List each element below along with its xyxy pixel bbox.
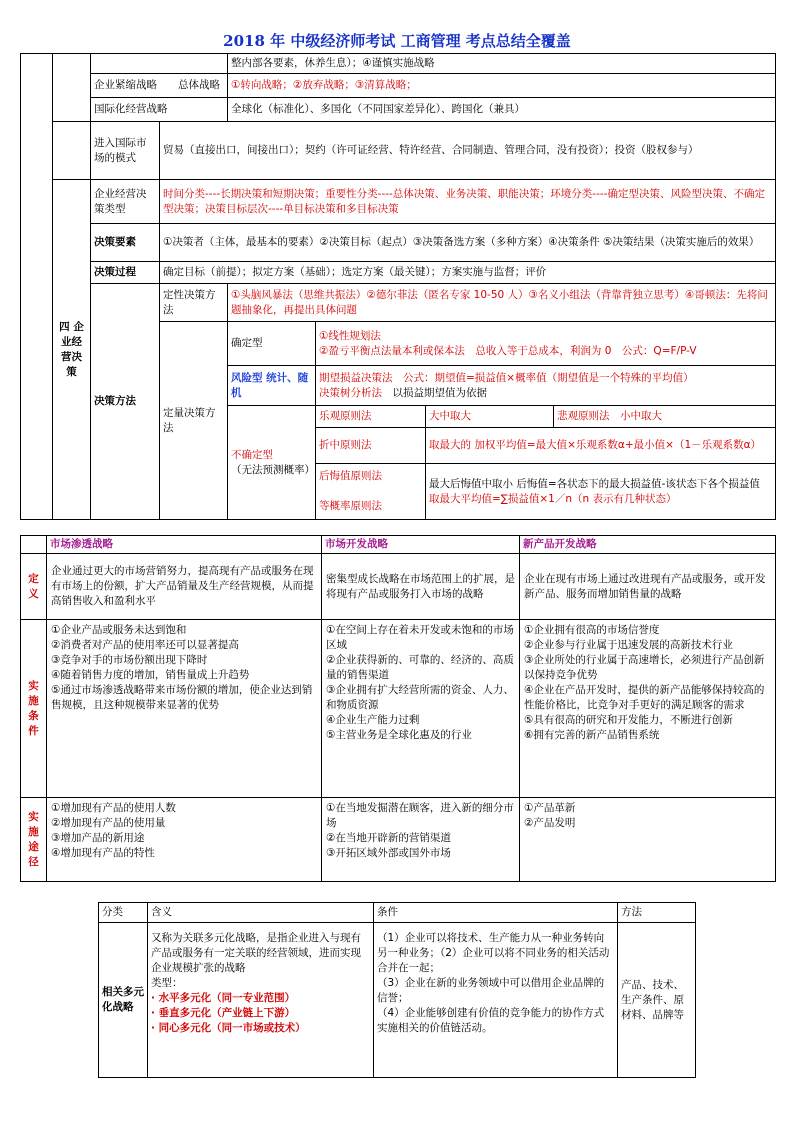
list-item: ④企业在产品开发时，提供的新产品能够保持较高的性能价格比，比竞争对手更好的满足顾客的需求 (524, 684, 765, 711)
list-item: ①增加现有产品的使用人数 (51, 802, 176, 814)
qualitative-label: 定性决策方法 (160, 284, 228, 322)
list-item: （1）企业可以将技术、生产能力从一种业务转向另一种业务；（2）企业可以将不同业务的相关活动合并在一起； (377, 932, 610, 974)
row-definition-label: 定义 (21, 554, 47, 620)
strategy-decision-table (20, 53, 776, 520)
blank-label (91, 54, 228, 74)
path-new-product (520, 798, 776, 882)
certain-content (316, 322, 776, 366)
list-item: ③竞争对手的市场份额出现下降时 (51, 654, 208, 666)
category-cell: 相关多元化战略 (99, 923, 148, 1078)
row-approach-label: 实施途径 (21, 798, 47, 882)
header-new-product: 新产品开发战略 (520, 536, 776, 554)
list-item: ⑤具有很高的研究和开发能力，不断进行创新 (524, 714, 733, 726)
list-item: ②企业获得新的、可靠的、经济的、高质量的销售渠道 (326, 654, 514, 681)
risk-label: 风险型 统计、随机 (228, 366, 316, 406)
cond-penetration (47, 620, 322, 798)
row-conditions-label: 实施条件 (21, 620, 47, 798)
retreat-cont: 整内部各要素，休养生息）；④谨慎实施战略 (228, 54, 776, 74)
meaning-cell (148, 923, 374, 1078)
list-item: ③企业所处的行业属于高速增长，必须进行产品创新以保持竞争优势 (524, 654, 765, 681)
list-item: ①在当地发掘潜在顾客，进入新的细分市场 (326, 802, 514, 829)
col-condition: 条件 (374, 903, 618, 923)
list-item: ②在当地开辟新的营销渠道 (326, 832, 451, 844)
list-item: ④增加现有产品的特性 (51, 847, 155, 859)
cond-new-product (520, 620, 776, 798)
optimistic-label: 乐观原则法 (316, 406, 426, 428)
def-new-product: 企业在现有市场上通过改进现有产品或服务，或开发新产品、服务而增加销售量的战略 (520, 554, 776, 620)
entry-mode-label: 进入国际市场的模式 (91, 122, 160, 180)
pessimistic-rule: 悲观原则法 小中取大 (554, 406, 776, 428)
list-item: ①在空间上存在着未开发或未饱和的市场区域 (326, 624, 514, 651)
list-item: ②增加现有产品的使用量 (51, 817, 166, 829)
breakeven: ②盈亏平衡点法量本利或保本法 总收入等于总成本，利润为 0 公式：Q=F/P-V (319, 344, 697, 357)
list-item: ④企业生产能力过剩 (326, 714, 420, 726)
compromise-label: 折中原则法 (316, 428, 426, 464)
header-development: 市场开发战略 (322, 536, 520, 554)
contraction-content: ①转向战略；②放弃战略；③清算战略； (228, 74, 776, 98)
list-item: ③企业拥有扩大经营所需的资金、人力、和物质资源 (326, 684, 514, 711)
blank-cell (53, 54, 91, 122)
qualitative-content: ①头脑风暴法（思维共振法）②德尔菲法（匿名专家 10-50 人）③名义小组法（背靠背独立思考）④哥顿法：先将问题抽象化，再提出具体问题 (228, 284, 776, 322)
decision-type-label: 企业经营决策类型 (91, 180, 160, 224)
uncertain-label: 不确定型 （无法预测概率） (228, 406, 316, 520)
intl-label: 国际化经营战略 (91, 98, 228, 122)
linear-programming: ①线性规划法 (319, 329, 381, 342)
path-penetration (47, 798, 322, 882)
cond-development (322, 620, 520, 798)
compromise-content: 取最大的 加权平均值=最大值×乐观系数α+最小值×（1－乐观系数α） (426, 428, 776, 464)
list-item: ①企业产品或服务未达到饱和 (51, 624, 187, 636)
corner (21, 536, 47, 554)
intl-content: 全球化（标准化）、多国化（不同国家差异化）、跨国化（兼具） (228, 98, 776, 122)
list-item: ⑤通过市场渗透战略带来市场份额的增加，使企业达到销售规模，且这种规模带来显著的优势 (51, 684, 313, 711)
col-meaning: 含义 (148, 903, 374, 923)
list-item: · 水平多元化（同一专业范围） (151, 992, 296, 1004)
list-item: · 同心多元化（同一市场或技术） (151, 1022, 306, 1034)
decision-elements-content: ①决策者（主体，最基本的要素）②决策目标（起点）③决策备选方案（多种方案）④决策条件 ⑤决策结果（决策实施后的效果） (160, 224, 776, 262)
condition-cell (374, 923, 618, 1078)
list-item: ②企业参与行业属于迅速发展的高新技术行业 (524, 639, 733, 651)
section-four: 四 企业经营决策 (53, 180, 91, 520)
expected-value: 期望损益决策法 公式：期望值=损益值×概率值（期望值是一个特殊的平均值） (319, 371, 694, 384)
left-margin-cell (21, 54, 53, 520)
list-item: ④随着销售力度的增加，销售量成上升趋势 (51, 669, 250, 681)
col-category: 分类 (99, 903, 148, 923)
decision-process-label: 决策过程 (91, 262, 160, 284)
meaning-text: 又称为关联多元化战略，是指企业进入与现有产品或服务有一定关联的经营领域，进而实现企业规模扩张的战略 (151, 932, 361, 974)
list-item: · 垂直多元化（产业链上下游） (151, 1007, 296, 1019)
list-item: ②产品发明 (524, 817, 576, 829)
certain-label: 确定型 (228, 322, 316, 366)
col-method: 方法 (618, 903, 696, 923)
list-item: （3）企业在新的业务领域中可以借用企业品牌的信誉； (377, 977, 605, 1004)
def-penetration: 企业通过更大的市场营销努力，提高现有产品或服务在现有市场上的份额，扩大产品销量及生产经营规模，从而提高销售收入和盈利水平 (47, 554, 322, 620)
risk-content (316, 366, 776, 406)
decision-tree: 决策树分析法 以损益期望值为依据 (319, 386, 487, 399)
list-item: ③开拓区域外部或国外市场 (326, 847, 451, 859)
quantitative-label: 定量决策方法 (160, 322, 228, 520)
decision-process-content: 确定目标（前提）；拟定方案（基础）；选定方案（最关键）；方案实施与监督；评价 (160, 262, 776, 284)
diversification-table (98, 902, 696, 1078)
def-development: 密集型成长战略在市场范围上的扩展，是将现有产品或服务打入市场的战略 (322, 554, 520, 620)
decision-type-content: 时间分类----长期决策和短期决策；重要性分类----总体决策、业务决策、职能决策；环境分类----确定型决策、风险型决策、不确定型决策；决策目标层次----单目标决策和多目标决策 (160, 180, 776, 224)
header-penetration: 市场渗透战略 (47, 536, 322, 554)
list-item: （4）企业能够创建有价值的竞争能力的协作方式实施相关的价值链活动。 (377, 1007, 605, 1034)
decision-elements-label: 决策要素 (91, 224, 160, 262)
optimistic-rule: 大中取大 (426, 406, 554, 428)
list-item: ③增加产品的新用途 (51, 832, 145, 844)
list-item: ①产品革新 (524, 802, 576, 814)
regret-content: 最大后悔值中取小 后悔值=各状态下的最大损益值-该状态下各个损益值 取最大平均值=∑损益值×1／n（n 表示有几种状态） (426, 464, 776, 520)
list-item: ①企业拥有很高的市场信誉度 (524, 624, 660, 636)
contraction-label: 企业紧缩战略 总体战略 (91, 74, 228, 98)
method-cell: 产品、技术、生产条件、原材料、品牌等 (618, 923, 696, 1078)
list-item: ⑤主营业务是全球化惠及的行业 (326, 729, 472, 741)
blank-cell-2 (53, 122, 91, 180)
page-title: 2018 年 中级经济师考试 工商管理 考点总结全覆盖 (223, 32, 571, 50)
decision-method-label: 决策方法 (91, 284, 160, 520)
path-development (322, 798, 520, 882)
regret-label: 后悔值原则法 等概率原则法 (316, 464, 426, 520)
list-item: ⑥拥有完善的新产品销售系统 (524, 729, 660, 741)
growth-strategy-table (20, 535, 776, 882)
type-label: 类型： (151, 977, 183, 989)
list-item: ②消费者对产品的使用率还可以显著提高 (51, 639, 239, 651)
entry-mode-content: 贸易（直接出口，间接出口）；契约（许可证经营、特许经营、合同制造、管理合同，没有投资）；投资（股权参与） (160, 122, 776, 180)
